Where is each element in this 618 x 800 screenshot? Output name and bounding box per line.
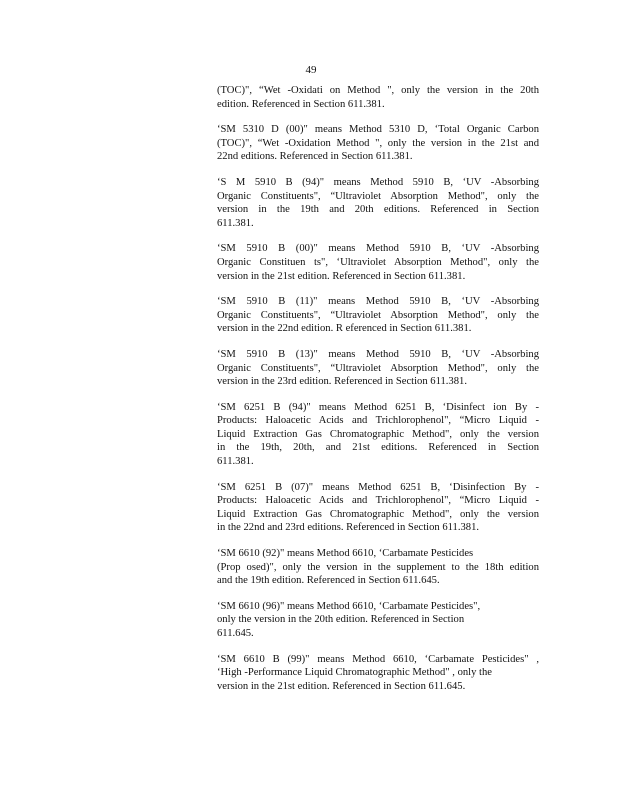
paragraph-line: Organic Constituents", “Ultraviolet Absorption Method", only the	[217, 190, 539, 202]
definition-paragraph-sm-6251-b-94	[217, 401, 539, 469]
definition-paragraph-sm-6610-92	[217, 547, 539, 588]
definition-paragraph-toc-continued	[217, 84, 539, 111]
definition-paragraph-sm-6610-96	[217, 600, 539, 641]
paragraph-line: Liquid Extraction Gas Chromatographic Method", only the version	[217, 508, 539, 520]
paragraph-line: version in the 22nd edition. R eferenced in Section 611.381.	[217, 323, 472, 335]
paragraph-line: ‘SM 5910 B (00)" means Method 5910 B, ‘UV -Absorbing	[217, 243, 539, 255]
paragraph-line: version in the 19th and 20th editions. Referenced in Section	[217, 204, 539, 216]
definition-paragraph-sm-5910-b-13	[217, 348, 539, 389]
document-body	[217, 84, 539, 705]
definition-paragraph-sm-5310-d-00	[217, 123, 539, 164]
definition-paragraph-sm-6610-b-99	[217, 653, 539, 694]
paragraph-line: (Prop osed)", only the version in the supplement to the 18th edition	[217, 561, 539, 573]
paragraph-line: version in the 23rd edition. Referenced in Section 611.381.	[217, 376, 467, 388]
paragraph-line: Organic Constituents", “Ultraviolet Absorption Method", only the	[217, 362, 539, 374]
paragraph-line: ‘SM 6251 B (07)" means Method 6251 B, ‘Disinfection By -	[217, 481, 539, 493]
paragraph-line: Products: Haloacetic Acids and Trichlorophenol", “Micro Liquid -	[217, 415, 539, 427]
paragraph-line: 611.381.	[217, 456, 254, 468]
paragraph-line: version in the 21st edition. Referenced in Section 611.645.	[217, 680, 466, 692]
paragraph-line: 22nd editions. Referenced in Section 611.381.	[217, 151, 413, 163]
paragraph-line: ‘SM 5910 B (11)" means Method 5910 B, ‘UV -Absorbing	[217, 296, 539, 308]
paragraph-line: Organic Constituen ts", ‘Ultraviolet Absorption Method", only the	[217, 256, 539, 268]
paragraph-line: Liquid Extraction Gas Chromatographic Method", only the version	[217, 428, 539, 440]
definition-paragraph-sm-5910-b-11	[217, 295, 539, 336]
definition-paragraph-sm-6251-b-07	[217, 481, 539, 535]
page-number	[0, 64, 618, 77]
paragraph-line: ‘SM 6610 B (99)" means Method 6610, ‘Carbamate Pesticides" ,	[217, 653, 539, 665]
paragraph-line: version in the 21st edition. Referenced in Section 611.381.	[217, 270, 466, 282]
paragraph-line: ‘High -Performance Liquid Chromatographic Method" , only the	[217, 667, 492, 679]
paragraph-line: (TOC)", “Wet -Oxidation Method ", only the version in the 21st and	[217, 137, 539, 149]
paragraph-line: 611.645.	[217, 628, 254, 639]
paragraph-line: only the version in the 20th edition. Referenced in Section	[217, 614, 465, 626]
paragraph-line: in the 19th, 20th, and 21st editions. Referenced in Section	[217, 442, 539, 454]
page-number-text: 49	[305, 64, 317, 76]
paragraph-line: (TOC)", “Wet -Oxidati on Method ", only the version in the 20th	[217, 85, 539, 96]
paragraph-line: 611.381.	[217, 217, 254, 229]
paragraph-line: ‘SM 5910 B (13)" means Method 5910 B, ‘UV -Absorbing	[217, 348, 539, 360]
paragraph-line: and the 19th edition. Referenced in Section 611.645.	[217, 575, 440, 587]
paragraph-line: ‘S M 5910 B (94)" means Method 5910 B, ‘UV -Absorbing	[217, 176, 539, 188]
paragraph-line: edition. Referenced in Section 611.381.	[217, 98, 385, 110]
definition-paragraph-sm-5910-b-00	[217, 242, 539, 283]
paragraph-line: in the 22nd and 23rd editions. Referenced in Section 611.381.	[217, 522, 480, 534]
paragraph-line: Organic Constituents", “Ultraviolet Absorption Method", only the	[217, 309, 539, 321]
paragraph-line: ‘SM 6610 (96)" means Method 6610, ‘Carbamate Pesticides",	[217, 600, 481, 612]
paragraph-line: ‘SM 6610 (92)" means Method 6610, ‘Carbamate Pesticides	[217, 548, 474, 560]
paragraph-line: ‘SM 5310 D (00)" means Method 5310 D, ‘Total Organic Carbon	[217, 124, 539, 136]
definition-paragraph-sm-5910-b-94	[217, 176, 539, 230]
paragraph-line: Products: Haloacetic Acids and Trichlorophenol", “Micro Liquid -	[217, 495, 539, 507]
paragraph-line: ‘SM 6251 B (94)" means Method 6251 B, ‘Disinfect ion By -	[217, 401, 539, 413]
